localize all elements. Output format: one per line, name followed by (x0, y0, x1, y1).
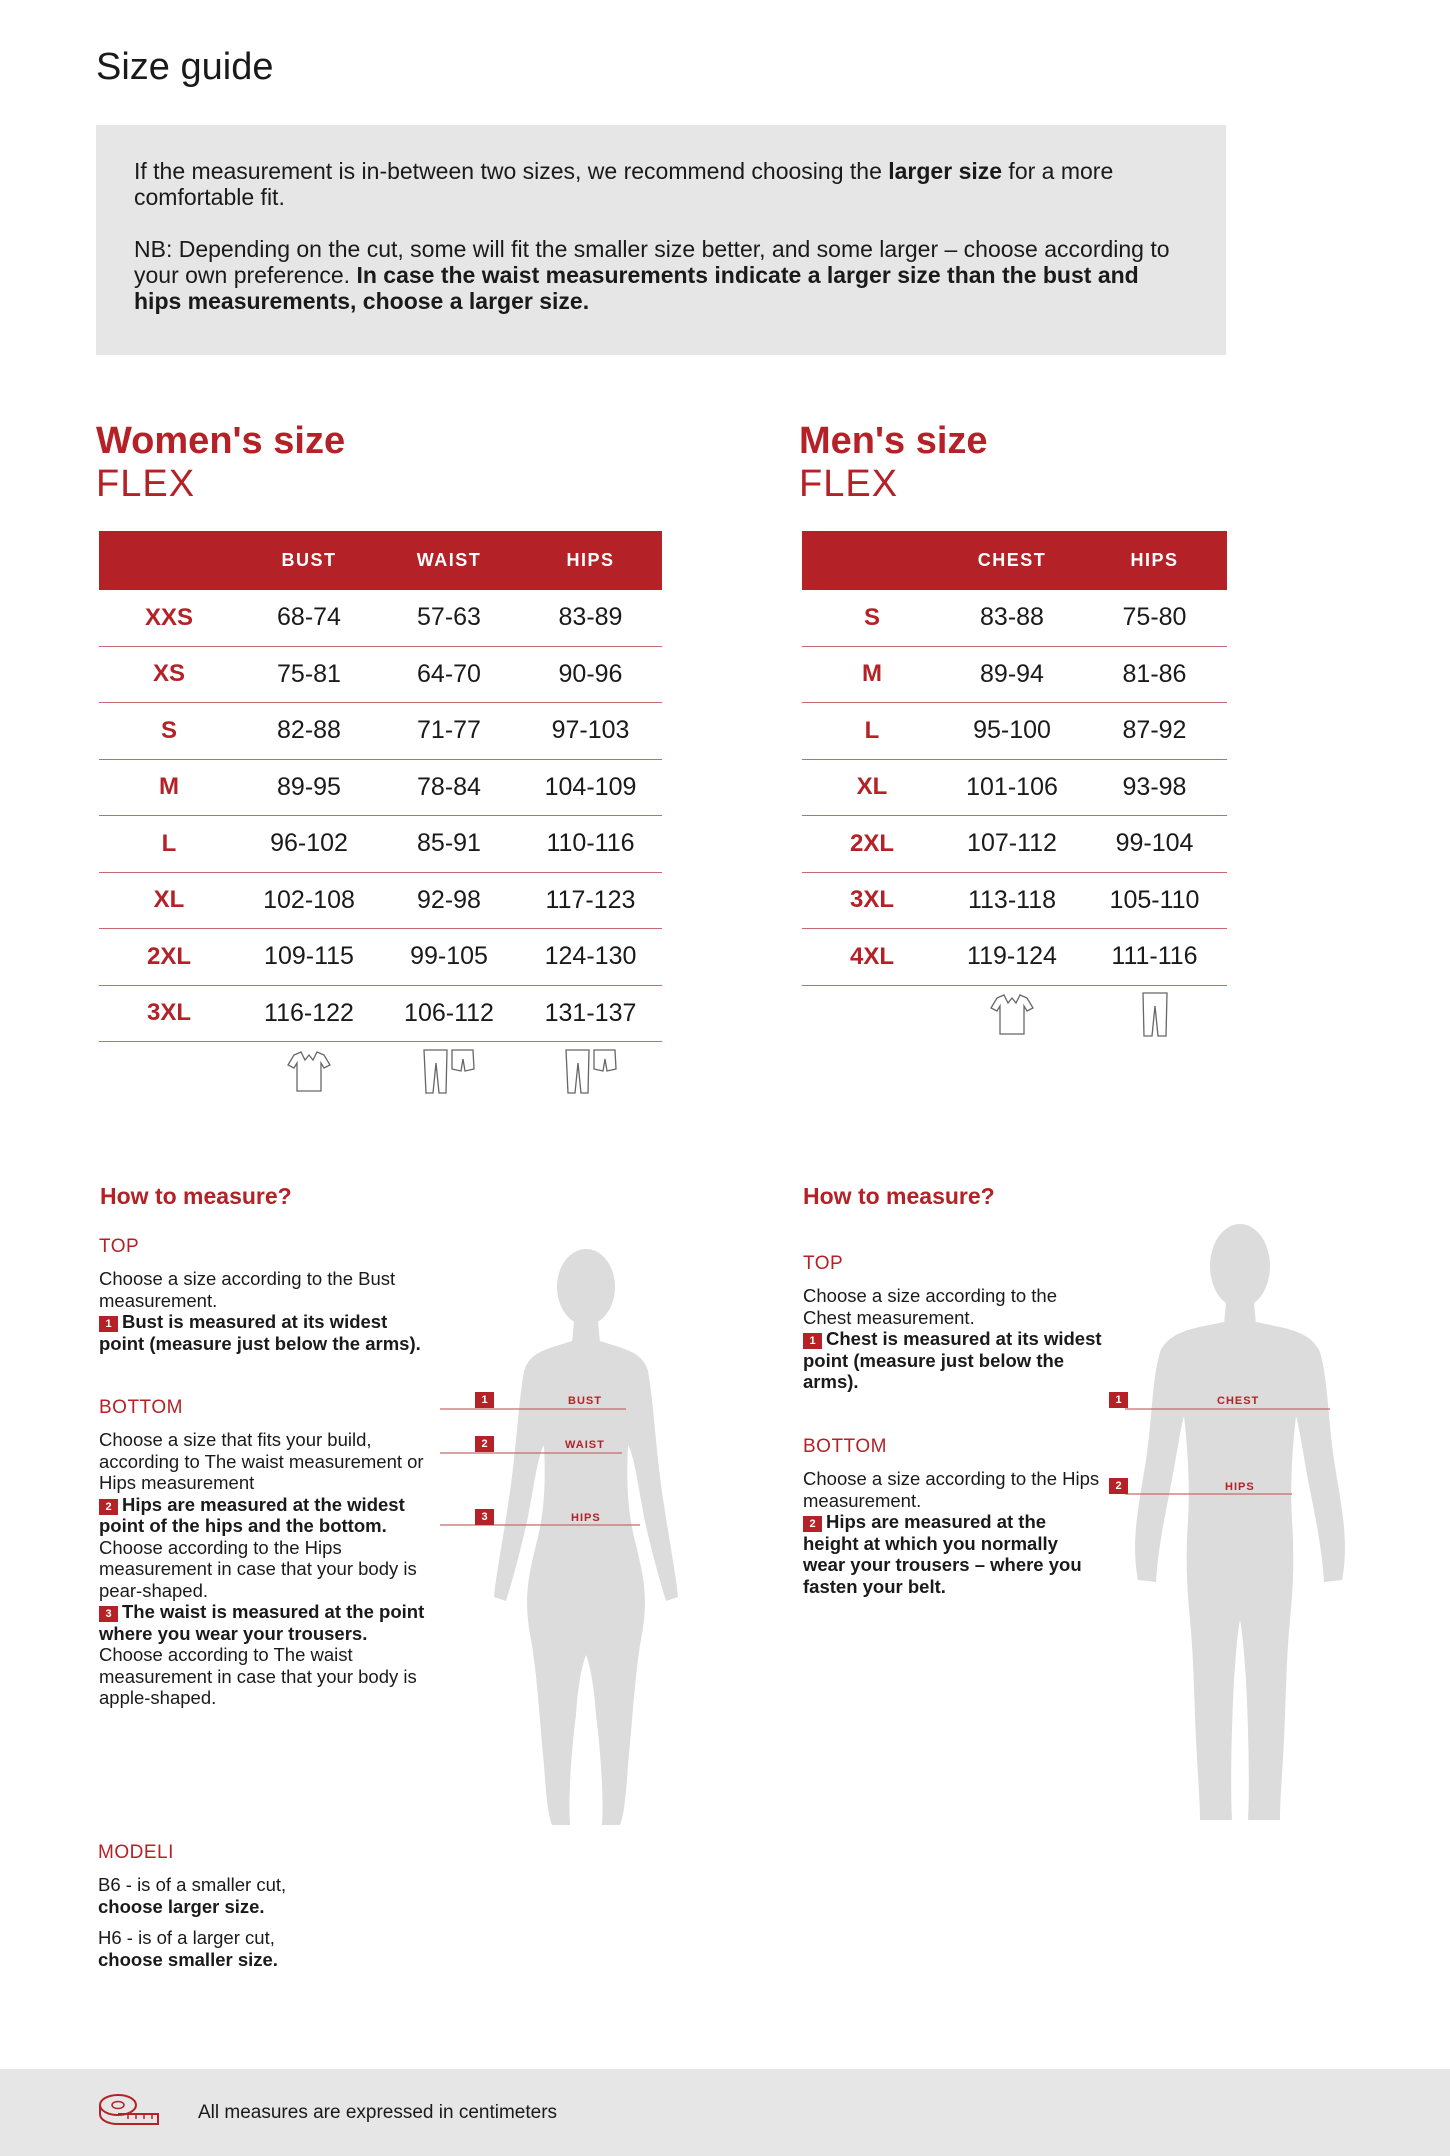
women-size-table (99, 531, 662, 1106)
figure-label-waist: WAIST (565, 1439, 605, 1451)
size-label: M (99, 759, 239, 816)
men-bottom-label: BOTTOM (803, 1436, 887, 1457)
women-top-instructions (99, 1268, 429, 1354)
hips-value: 97-103 (519, 703, 662, 760)
tshirt-icon (988, 990, 1036, 1038)
instruction-text: Choose a size that fits your build, according to The waist measurement or Hips measurement (99, 1429, 424, 1493)
waist-value: 85-91 (379, 816, 519, 873)
waist-value: 92-98 (379, 872, 519, 929)
hips-value: 99-104 (1082, 816, 1227, 873)
chest-value: 95-100 (942, 703, 1082, 760)
modeli-bold: choose larger size. (98, 1895, 265, 1917)
hips-value: 75-80 (1082, 590, 1227, 646)
footer-note: All measures are expressed in centimeters (198, 2102, 558, 2123)
size-label: S (99, 703, 239, 760)
trousers-shorts-icon (563, 1047, 619, 1095)
men-top-instructions (803, 1285, 1103, 1393)
hips-value: 104-109 (519, 759, 662, 816)
marker-3-badge: 3 (99, 1606, 118, 1622)
bust-value: 75-81 (239, 646, 379, 703)
figure-marker-1: 1 (475, 1392, 494, 1408)
size-label: L (802, 703, 942, 760)
female-silhouette-figure (440, 1245, 740, 1835)
table-row (802, 703, 1227, 760)
waist-value: 71-77 (379, 703, 519, 760)
men-size-table (802, 531, 1227, 1050)
modeli-text: H6 - is of a larger cut, (98, 1927, 275, 1948)
hips-value: 124-130 (519, 929, 662, 986)
table-row (99, 816, 662, 873)
women-how-to-measure-heading: How to measure? (100, 1183, 292, 1209)
chest-value: 119-124 (942, 929, 1082, 986)
note-emphasis: larger size (888, 158, 1003, 184)
hips-value: 131-137 (519, 985, 662, 1042)
size-label: 2XL (802, 816, 942, 873)
hips-value: 110-116 (519, 816, 662, 873)
table-header-row (802, 531, 1227, 590)
chest-column-header: CHEST (942, 531, 1082, 590)
figure-label-hips: HIPS (571, 1512, 601, 1524)
bust-value: 116-122 (239, 985, 379, 1042)
bust-value: 96-102 (239, 816, 379, 873)
female-body-silhouette (494, 1249, 678, 1825)
figure-label-bust: BUST (568, 1395, 602, 1407)
male-silhouette-figure (1100, 1220, 1450, 1830)
size-label: M (802, 646, 942, 703)
bust-value: 68-74 (239, 590, 379, 646)
chest-value: 107-112 (942, 816, 1082, 873)
chest-value: 101-106 (942, 759, 1082, 816)
chest-value: 113-118 (942, 872, 1082, 929)
instruction-text: Choose a size according to the Bust measurement. (99, 1268, 396, 1311)
hips-column-header: HIPS (1082, 531, 1227, 590)
women-section-title: Women's size (96, 420, 346, 462)
marker-1-badge: 1 (99, 1316, 118, 1332)
page-title: Size guide (96, 46, 274, 88)
chest-value: 83-88 (942, 590, 1082, 646)
chest-value: 89-94 (942, 646, 1082, 703)
marker-1-badge: 1 (803, 1333, 822, 1349)
table-row (99, 872, 662, 929)
bust-value: 109-115 (239, 929, 379, 986)
male-body-silhouette (1135, 1224, 1345, 1820)
table-row (802, 929, 1227, 986)
modeli-bold: choose smaller size. (98, 1948, 278, 1970)
men-bottom-instructions (803, 1468, 1103, 1597)
table-row (802, 646, 1227, 703)
size-label: L (99, 816, 239, 873)
size-label: XXS (99, 590, 239, 646)
note-paragraph-2 (134, 236, 1188, 314)
size-column-header (99, 531, 239, 590)
table-row (802, 816, 1227, 873)
instruction-bold: Hips are measured at the height at which you normally wear your trousers – where you fasten your belt. (803, 1511, 1082, 1597)
modeli-label: MODELI (98, 1842, 174, 1863)
men-section-title: Men's size (799, 420, 988, 462)
figure-label-hips: HIPS (1225, 1481, 1255, 1493)
table-row (802, 590, 1227, 646)
hips-value: 105-110 (1082, 872, 1227, 929)
waist-value: 57-63 (379, 590, 519, 646)
measuring-tape-icon (98, 2092, 160, 2126)
bust-column-header: BUST (239, 531, 379, 590)
waist-value: 106-112 (379, 985, 519, 1042)
men-section-subtitle: FLEX (799, 463, 899, 505)
bust-value: 82-88 (239, 703, 379, 760)
men-top-label: TOP (803, 1253, 844, 1274)
modeli-h6 (98, 1927, 428, 1970)
marker-2-badge: 2 (99, 1499, 118, 1515)
hips-value: 90-96 (519, 646, 662, 703)
table-row (99, 929, 662, 986)
women-bottom-label: BOTTOM (99, 1397, 183, 1418)
table-row (99, 985, 662, 1042)
trousers-icon (1139, 990, 1171, 1038)
size-column-header (802, 531, 942, 590)
women-bottom-instructions (99, 1429, 429, 1709)
size-label: S (802, 590, 942, 646)
note-text: for a more comfortable fit. (134, 158, 1114, 210)
figure-marker-2: 2 (1109, 1478, 1128, 1494)
instruction-bold: Hips are measured at the widest point of the hips and the bottom. (99, 1493, 405, 1536)
instruction-bold: The waist is measured at the point where you wear your trousers. (99, 1601, 425, 1644)
table-row (802, 872, 1227, 929)
note-paragraph-1 (134, 158, 1188, 210)
modeli-text: B6 - is of a smaller cut, (98, 1874, 287, 1895)
table-row (99, 703, 662, 760)
modeli-b6 (98, 1874, 428, 1917)
note-text: NB: Depending on the cut, some will fit the smaller size better, and some larger – choose according to your own preference. (134, 236, 1170, 288)
figure-label-chest: CHEST (1217, 1395, 1260, 1407)
note-emphasis: In case the waist measurements indicate a larger size than the bust and hips measurements, choose a larger size. (134, 262, 1139, 314)
table-header-row (99, 531, 662, 590)
hips-column-header: HIPS (519, 531, 662, 590)
trousers-shorts-icon (421, 1047, 477, 1095)
waist-value: 99-105 (379, 929, 519, 986)
instruction-bold: Chest is measured at its widest point (measure just below the arms). (803, 1328, 1102, 1392)
bust-value: 102-108 (239, 872, 379, 929)
size-label: 3XL (802, 872, 942, 929)
size-label: XL (99, 872, 239, 929)
figure-marker-2: 2 (475, 1436, 494, 1452)
hips-value: 117-123 (519, 872, 662, 929)
men-how-to-measure-heading: How to measure? (803, 1183, 995, 1209)
size-label: 2XL (99, 929, 239, 986)
waist-value: 78-84 (379, 759, 519, 816)
info-note (96, 125, 1226, 355)
table-row (99, 646, 662, 703)
waist-value: 64-70 (379, 646, 519, 703)
table-row (99, 759, 662, 816)
hips-value: 93-98 (1082, 759, 1227, 816)
size-label: 3XL (99, 985, 239, 1042)
garment-icons-row (802, 985, 1227, 1050)
table-row (802, 759, 1227, 816)
tshirt-icon (285, 1047, 333, 1095)
women-section-subtitle: FLEX (96, 463, 196, 505)
instruction-text: Choose a size according to the Chest measurement. (803, 1285, 1058, 1328)
figure-marker-3: 3 (475, 1509, 494, 1525)
table-row (99, 590, 662, 646)
marker-2-badge: 2 (803, 1516, 822, 1532)
note-text: If the measurement is in-between two sizes, we recommend choosing the (134, 158, 889, 184)
hips-value: 87-92 (1082, 703, 1227, 760)
hips-value: 111-116 (1082, 929, 1227, 986)
instruction-bold: Bust is measured at its widest point (measure just below the arms). (99, 1311, 421, 1354)
figure-marker-1: 1 (1109, 1392, 1128, 1408)
instruction-text: Choose a size according to the Hips measurement. (803, 1468, 1100, 1511)
size-label: XL (802, 759, 942, 816)
instruction-text: Choose according to The waist measurement in case that your body is apple-shaped. (99, 1644, 417, 1708)
waist-column-header: WAIST (379, 531, 519, 590)
garment-icons-row (99, 1042, 662, 1107)
hips-value: 83-89 (519, 590, 662, 646)
women-top-label: TOP (99, 1236, 140, 1257)
bust-value: 89-95 (239, 759, 379, 816)
hips-value: 81-86 (1082, 646, 1227, 703)
size-label: 4XL (802, 929, 942, 986)
instruction-text: Choose according to the Hips measurement in case that your body is pear-shaped. (99, 1536, 417, 1601)
size-label: XS (99, 646, 239, 703)
